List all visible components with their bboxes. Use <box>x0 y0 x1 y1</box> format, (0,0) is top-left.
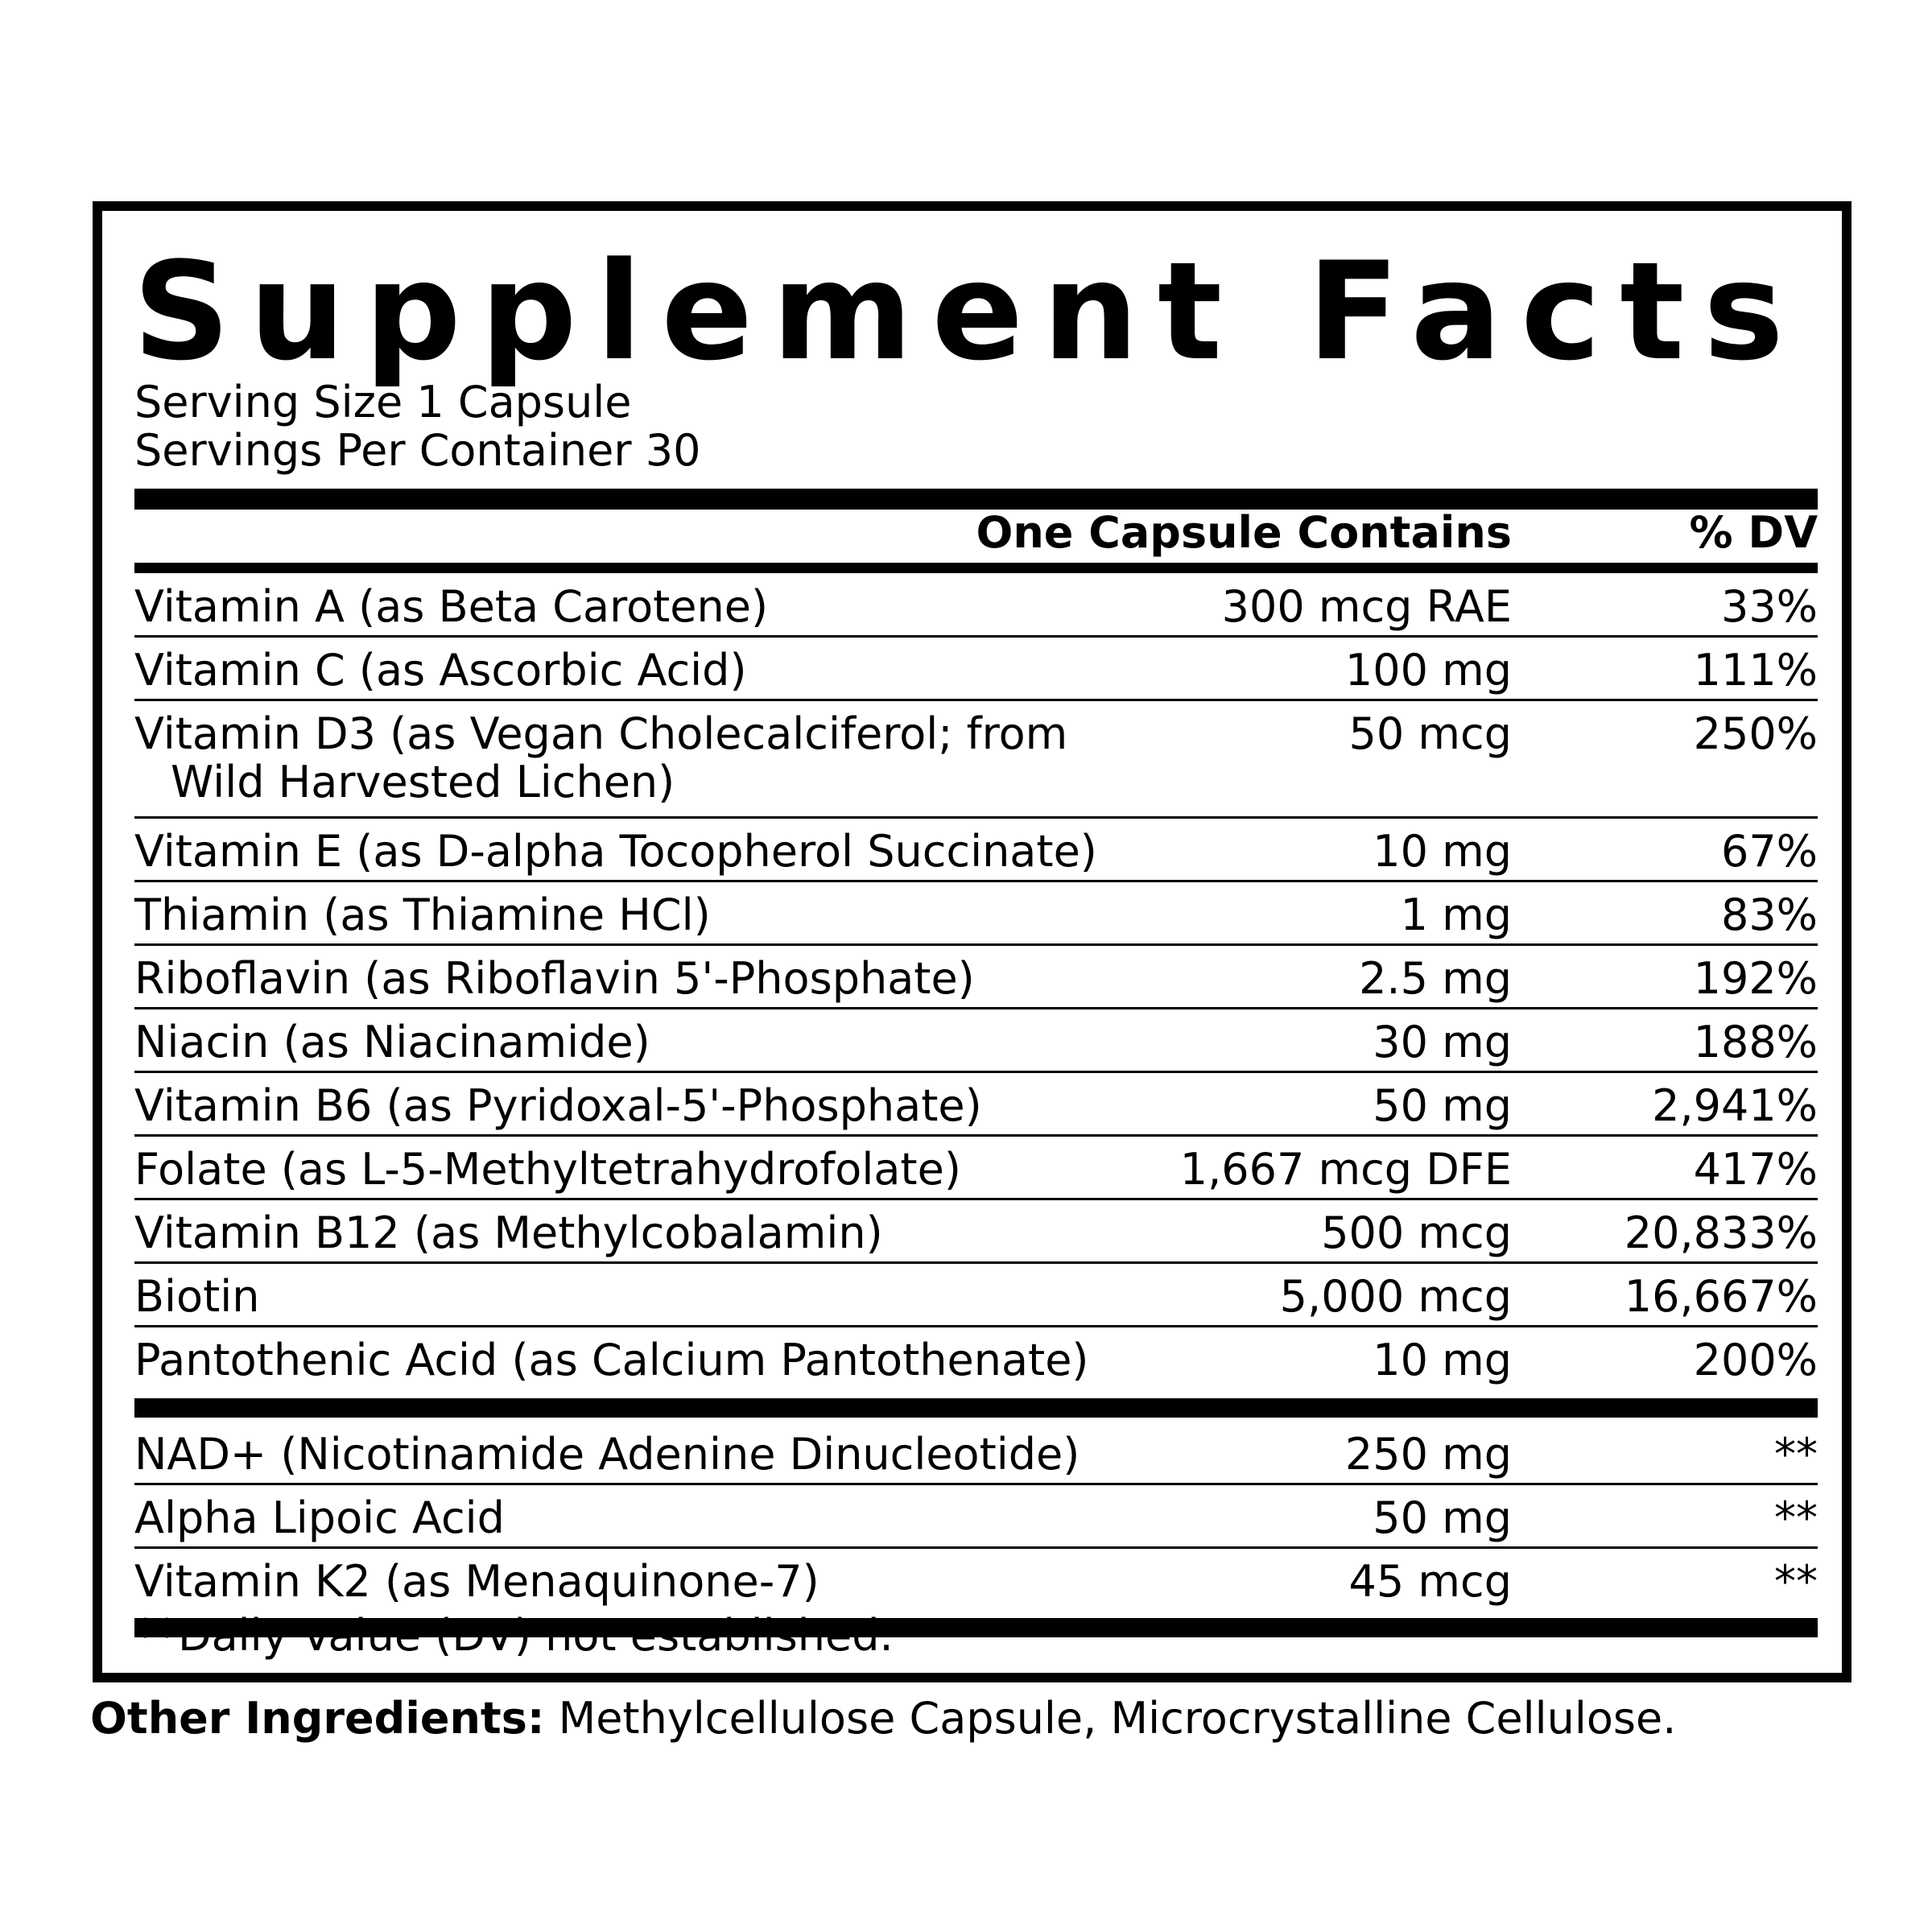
nutrient-amount: 50 mg <box>1373 1080 1512 1131</box>
nutrient-name <box>134 1273 260 1321</box>
nutrient-name <box>134 1336 1089 1385</box>
nutrient-name <box>134 891 711 939</box>
row-divider <box>134 943 1818 946</box>
nutrient-dv: 83% <box>1720 890 1818 940</box>
nutrient-name <box>134 1146 961 1194</box>
serving-size: Serving Size 1 Capsule <box>134 377 632 427</box>
nutrient-name <box>134 710 1067 807</box>
nutrient-name <box>134 583 768 631</box>
dv-column-header: % DV <box>1689 507 1818 558</box>
row-divider <box>134 1198 1818 1200</box>
row-divider <box>134 1325 1818 1327</box>
nutrient-name-text: Vitamin B12 (as Methylcobalamin) <box>134 1208 883 1258</box>
row-divider <box>134 816 1818 819</box>
nutrient-name-text: Vitamin B6 (as Pyridoxal-5'-Phosphate) <box>134 1080 982 1131</box>
row-divider <box>134 1134 1818 1137</box>
nutrient-dv: 16,667% <box>1624 1271 1818 1322</box>
nutrient-dv: 2,941% <box>1652 1080 1818 1131</box>
nutrient-name <box>134 1082 982 1130</box>
nutrient-amount: 2.5 mg <box>1359 953 1512 1004</box>
nutrient-dv: 67% <box>1720 826 1818 877</box>
nutrient-amount: 1 mg <box>1400 890 1512 940</box>
row-divider <box>134 1071 1818 1073</box>
header-divider <box>134 563 1818 573</box>
nutrient-name <box>134 828 1097 876</box>
nutrient-name-text: Niacin (as Niacinamide) <box>134 1017 650 1067</box>
nutrient-amount: 1,667 mcg DFE <box>1179 1144 1512 1195</box>
nutrient-amount: 300 mcg RAE <box>1221 581 1512 632</box>
nutrient-dv: 33% <box>1720 581 1818 632</box>
row-divider <box>134 880 1818 882</box>
nutrient-name-text: Biotin <box>134 1271 260 1322</box>
nutrient-amount: 500 mcg <box>1321 1208 1512 1258</box>
nutrient-amount: 10 mg <box>1373 826 1512 877</box>
nutrient-amount: 30 mg <box>1373 1017 1512 1067</box>
nutrient-dv: 192% <box>1693 953 1818 1004</box>
panel-title: Supplement Facts <box>133 233 1803 390</box>
nutrient-dv: ** <box>1774 1556 1818 1607</box>
row-divider <box>134 635 1818 638</box>
nutrient-amount: 10 mg <box>1373 1335 1512 1385</box>
nutrient-name <box>134 1018 650 1067</box>
nutrient-dv: 417% <box>1693 1144 1818 1195</box>
servings-per-container: Servings Per Container 30 <box>134 425 701 476</box>
other-ingredients-label: Other Ingredients: <box>90 1693 545 1744</box>
nutrient-name-text: Vitamin D3 (as Vegan Cholecalciferol; from <box>134 708 1068 759</box>
nutrient-name <box>134 1558 819 1606</box>
nutrient-dv: ** <box>1774 1492 1818 1543</box>
nutrient-dv: ** <box>1774 1429 1818 1480</box>
supplement-facts-panel <box>93 201 1852 1682</box>
nutrient-amount: 250 mg <box>1344 1429 1512 1480</box>
nutrient-name-text: Vitamin A (as Beta Carotene) <box>134 581 769 632</box>
nutrient-name-text: Vitamin C (as Ascorbic Acid) <box>134 645 747 696</box>
nutrient-name-text: Vitamin E (as D-alpha Tocopherol Succinate) <box>134 826 1097 877</box>
other-ingredients <box>90 1695 1676 1743</box>
nutrient-amount: 5,000 mcg <box>1279 1271 1512 1322</box>
nutrient-name-text: Folate (as L-5-Methyltetrahydrofolate) <box>134 1144 961 1195</box>
nutrient-dv: 250% <box>1693 708 1818 759</box>
nutrient-name <box>134 1494 505 1542</box>
row-divider <box>134 1007 1818 1009</box>
nutrient-amount: 100 mg <box>1344 645 1512 696</box>
amount-column-header: One Capsule Contains <box>976 507 1512 558</box>
row-divider <box>134 1261 1818 1264</box>
nutrient-amount: 50 mg <box>1373 1492 1512 1543</box>
nutrient-amount: 45 mcg <box>1348 1556 1512 1607</box>
nutrient-dv: 20,833% <box>1624 1208 1818 1258</box>
nutrient-name <box>134 1209 883 1257</box>
row-divider <box>134 699 1818 701</box>
nutrient-dv: 200% <box>1693 1335 1818 1385</box>
row-divider <box>134 1483 1818 1485</box>
nutrient-name-text: Vitamin K2 (as Menaquinone-7) <box>134 1556 819 1607</box>
nutrient-dv: 111% <box>1693 645 1818 696</box>
nutrient-dv: 188% <box>1693 1017 1818 1067</box>
nutrient-name-text: Pantothenic Acid (as Calcium Pantothenate) <box>134 1335 1089 1385</box>
nutrient-name <box>134 646 747 695</box>
dv-footnote: **Daily Value (DV) not established. <box>134 1610 894 1661</box>
nutrient-amount: 50 mcg <box>1348 708 1512 759</box>
row-divider <box>134 1546 1818 1549</box>
nutrient-name-text: NAD+ (Nicotinamide Adenine Dinucleotide) <box>134 1429 1080 1480</box>
thick-divider-middle <box>134 1398 1818 1418</box>
nutrient-name-text: Riboflavin (as Riboflavin 5'-Phosphate) <box>134 953 975 1004</box>
nutrient-name-text: Alpha Lipoic Acid <box>134 1492 505 1543</box>
other-ingredients-text: Methylcellulose Capsule, Microcrystalline Cellulose. <box>544 1693 1677 1744</box>
nutrient-name-continuation: Wild Harvested Lichen) <box>171 757 675 807</box>
nutrient-name-text: Thiamin (as Thiamine HCl) <box>134 890 711 940</box>
nutrient-name <box>134 1430 1080 1479</box>
nutrient-name <box>134 955 975 1003</box>
